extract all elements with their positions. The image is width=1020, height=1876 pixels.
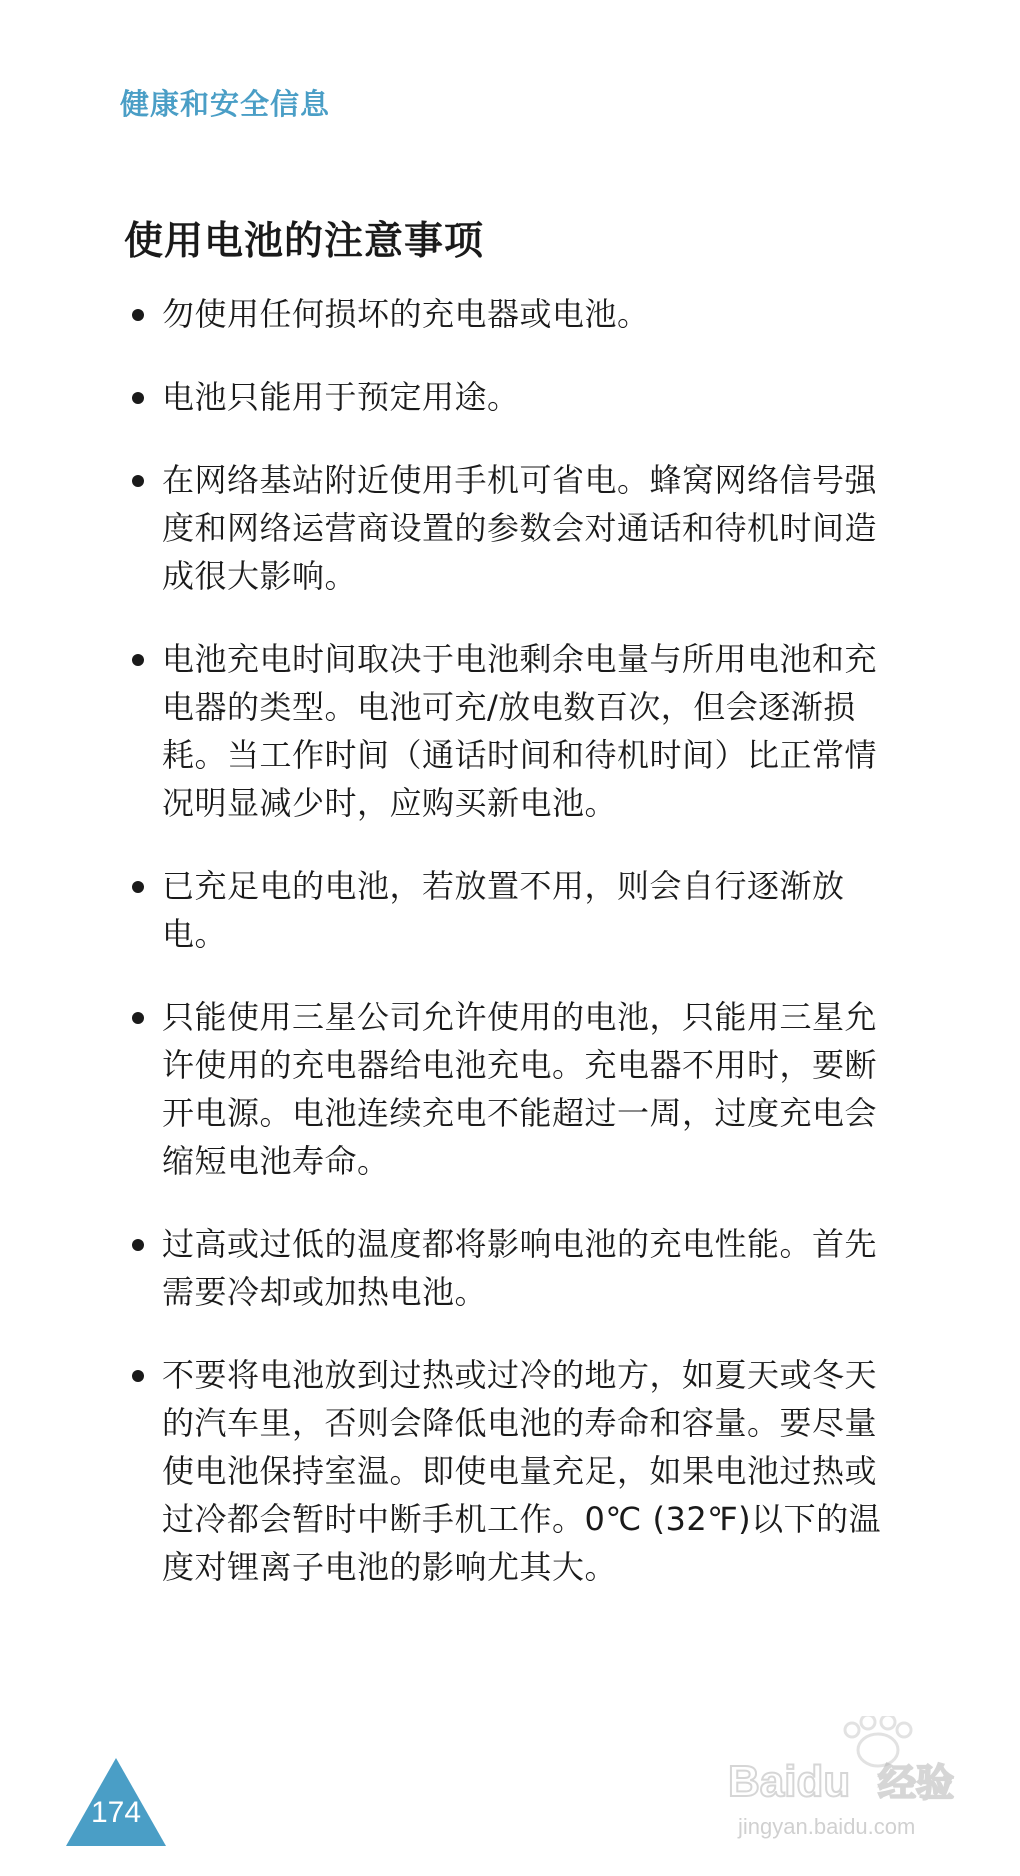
bullet-icon: [132, 1239, 144, 1251]
bullet-icon: [132, 881, 144, 893]
baidu-logo: [728, 1716, 978, 1846]
bullet-icon: [132, 309, 144, 321]
list-item: [128, 290, 898, 338]
bullet-icon: [132, 1012, 144, 1024]
list-item: [128, 1351, 898, 1591]
watermark-url: jingyan.baidu.com: [738, 1814, 916, 1839]
bullet-icon: [132, 392, 144, 404]
list-item-text: 在网络基站附近使用手机可省电。蜂窝网络信号强度和网络运营商设置的参数会对通话和待机时间造成很大影响。: [162, 461, 878, 595]
list-item-text: 已充足电的电池，若放置不用，则会自行逐渐放电。: [162, 867, 845, 953]
list-item: [128, 862, 898, 958]
list-item: [128, 993, 898, 1185]
bullet-list: [128, 290, 898, 1626]
list-item-text: 过高或过低的温度都将影响电池的充电性能。首先需要冷却或加热电池。: [162, 1225, 878, 1311]
list-item-text: 只能使用三星公司允许使用的电池，只能用三星允许使用的充电器给电池充电。充电器不用时，要断开电源。电池连续充电不能超过一周，过度充电会缩短电池寿命。: [162, 998, 878, 1180]
list-item: [128, 1220, 898, 1316]
list-item-text: 电池充电时间取决于电池剩余电量与所用电池和充电器的类型。电池可充/放电数百次，但会逐渐损耗。当工作时间（通话时间和待机时间）比正常情况明显减少时，应购买新电池。: [162, 640, 878, 822]
page-number-badge: [66, 1758, 166, 1846]
baidu-watermark: [728, 1716, 978, 1846]
page-number: 174: [90, 1796, 142, 1829]
bullet-icon: [132, 654, 144, 666]
watermark-logo-suffix: 经验: [878, 1761, 955, 1805]
list-item: [128, 373, 898, 421]
list-item: [128, 456, 898, 600]
section-header: 健康和安全信息: [120, 87, 331, 121]
list-item-text: 勿使用任何损坏的充电器或电池。: [162, 295, 650, 333]
list-item-text: 不要将电池放到过热或过冷的地方，如夏天或冬天的汽车里，否则会降低电池的寿命和容量。要尽量使电池保持室温。即使电量充足，如果电池过热或过冷都会暂时中断手机工作。0℃ (32℉)以下的温度对锂离子电池的影响尤其大。: [162, 1356, 882, 1586]
watermark-logo-text: Baidu: [728, 1757, 851, 1806]
bullet-icon: [132, 1370, 144, 1382]
bullet-icon: [132, 475, 144, 487]
list-item-text: 电池只能用于预定用途。: [162, 378, 520, 416]
list-item: [128, 635, 898, 827]
page-title: 使用电池的注意事项: [124, 219, 485, 264]
